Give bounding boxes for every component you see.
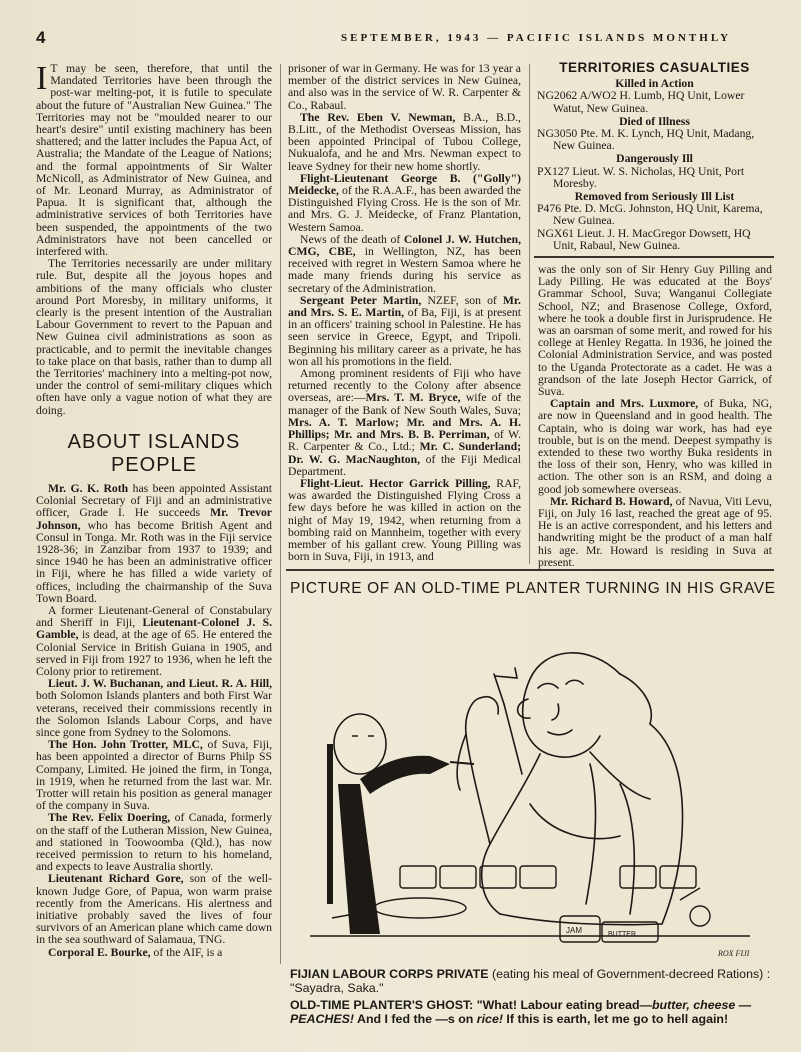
caption-text: "What! Labour eating bread— — [473, 998, 652, 1012]
person-name: Mr. G. K. Roth — [48, 481, 129, 495]
item-pilling — [288, 478, 521, 563]
casualties-title: TERRITORIES CASUALTIES — [559, 60, 750, 75]
item-text: in Wellington, NZ, has been received with regret in Western Samoa where he made many friends during his service as secretary of the Administration. — [288, 245, 522, 295]
cartoon-title: PICTURE OF AN OLD-TIME PLANTER TURNING IN HIS GRAVE — [290, 580, 776, 597]
item-bourke-continued: prisoner of war in Germany. He was for 13 year a member of the district services in New Guinea, and also was in the service of W. R. Carpenter & Co., Rabaul. — [288, 62, 521, 112]
person-name: Mr. Trevor Johnson, — [36, 506, 272, 532]
caption-text: If this is earth, let me go to hell again! — [502, 1012, 729, 1026]
caption-speaker: FIJIAN LABOUR CORPS PRIVATE — [290, 967, 489, 981]
column-1 — [36, 60, 272, 959]
caption-speaker: OLD-TIME PLANTER'S GHOST: — [290, 998, 474, 1012]
item-text: News of the death of — [300, 232, 404, 246]
private-arm — [360, 756, 450, 794]
drop-cap: I — [36, 60, 48, 97]
item-luxmore — [538, 398, 772, 496]
item-text: of the AIF, is a — [150, 945, 223, 959]
casualty-heading: Dangerously Ill — [616, 152, 693, 166]
casualty-entry: NG3050 Pte. M. K. Lynch, HQ Unit, Madang, New Guinea. — [537, 127, 755, 153]
item-returned-residents — [288, 368, 521, 478]
item-text: of Buka, NG, are now in Queensland and in good health. The Captain, who is doing war work, has had eye trouble, but is on the mend. Deepest sympathy is extended to these two worthy Buka residents in the loss of their son, Henry, who was killed in action. The other son is an RSM, and doing a good job somewhere overseas. — [538, 397, 772, 496]
food-tin — [480, 866, 516, 888]
item-text: is dead, at the age of 65. He entered the Colonial Service in British Guiana in 1905, and served in Fiji from 1927 to 1936, when he left the Colony prior to retirement. — [36, 628, 272, 678]
person-name: The Rev. Felix Doering, — [48, 811, 171, 825]
item-text: RAF, was awarded the Distinguished Flying Cross a few days before he was killed in action on the night of May 19, 1942, when returning from a bombing raid on Mannheim, together with every member of his gallant crew. Young Pilling was born in Suva, Fiji, in 1913, and — [288, 476, 521, 564]
item-text: NZEF, son of — [421, 293, 503, 307]
column-2 — [288, 63, 521, 563]
caption-text: (eating his meal of Government-decreed Rations) : "Sayadra, Saka." — [290, 967, 771, 995]
column-divider-1 — [280, 64, 281, 964]
person-name: Sergeant Peter Martin, — [300, 293, 422, 307]
food-tin — [620, 866, 656, 888]
artist-signature: ROX FIJI — [718, 949, 750, 958]
cartoon-top-rule — [286, 569, 774, 571]
item-text: of the Fiji Medical Department. — [288, 452, 521, 478]
item-text: B.A., B.D., B.Litt., of the Methodist Overseas Mission, has been appointed Principal of Tubou College, Nukualofa, and he and Mrs. Newman expect to leave Sydney for their new home shortly. — [288, 110, 521, 173]
column-3 — [538, 264, 772, 569]
item-gamble — [36, 605, 272, 678]
item-text: of Ba, Fiji, is at present in an officers' training school in Palestine. He has seen service in Greece, Egypt, and Tripoli. Beginning his military career as a private, he has won all his promotions in the field. — [288, 306, 521, 368]
plate — [374, 898, 466, 918]
casualty-heading: Died of Illness — [619, 114, 690, 128]
item-text: of Canada, formerly on the staff of the Lutheran Mission, New Guinea, and stationed in Toowoomba (Qld.), has now received permission to return to his homeland, and expects to leave Australia shortly. — [36, 811, 272, 874]
person-name: Mrs. T. M. Bryce, — [365, 391, 461, 405]
item-doering — [36, 812, 272, 873]
person-name: Colonel J. W. Hutchen, CMG, CBE, — [288, 232, 521, 259]
casualty-entry: NGX61 Lieut. J. H. MacGregor Dowsett, HQ Unit, Rabaul, New Guinea. — [537, 226, 751, 252]
item-text: both Solomon Islands planters and both First War veterans, received their commissions recently in the Solomon Islands Labour Corps, and have since gone from Sydney to the Solomons. — [36, 689, 272, 739]
item-text: of the R.A.A.F., has been awarded the Distinguished Flying Cross. He is the son of Mr. and Mrs. G. J. Meidecke, of Franz Plantation, Western Samoa. — [288, 184, 521, 234]
item-buchanan-hill — [36, 678, 272, 739]
casualty-heading: Killed in Action — [615, 77, 694, 91]
page-header — [36, 28, 776, 50]
person-name: Flight-Lieutenant George B. ("Golly") Meidecke, — [288, 171, 521, 198]
item-text: Among prominent residents of Fiji who have returned recently to the Colony after absence overseas, are:— — [288, 367, 521, 405]
casualty-entry: PX127 Lieut. W. S. Nicholas, HQ Unit, Port Moresby. — [537, 164, 745, 190]
food-tin — [520, 866, 556, 888]
casualties-box-rule — [534, 256, 774, 258]
item-bourke — [36, 947, 272, 959]
jam-label: JAM — [566, 926, 582, 935]
person-name: Mr. C. Sunderland; Dr. W. G. MacNaughton, — [288, 440, 521, 466]
caption-private — [290, 967, 772, 995]
person-name: Mrs. A. T. Marlow; Mr. and Mrs. A. H. Phillips; Mr. and Mrs. B. B. Perriman, — [288, 415, 521, 442]
section-heading-line1: ABOUT ISLANDS — [67, 430, 241, 453]
item-text: has been appointed Assistant Colonial Secretary of Fiji and an administrative officer, Grade I. He succeeds — [36, 481, 272, 520]
item-text: son of the well-known Judge Gore, of Papua, won warm praise recently from the Americans. His alertness and initiative probably saved the lives of four survivors of an American plane which came down in the sea southward of Salamaua, TNG. — [36, 872, 272, 947]
caption-italic: rice! — [476, 1012, 503, 1026]
item-text: A former Lieutenant-General of Constabulary and Sheriff in Fiji, — [36, 603, 272, 630]
item-text: who has become British Agent and Consul in Tonga. Mr. Roth was in the Fiji service 1928-36; in Zanzibar from 1937 to 1939; and since 1940 he has been an administrative officer in Fiji, where he has filled a wide variety of offices, including the chairmanship of the Suva Town Board. — [36, 518, 272, 605]
person-name: Flight-Lieut. Hector Garrick Pilling, — [300, 476, 491, 490]
cartoon-caption — [290, 967, 772, 1029]
item-meidecke — [288, 173, 521, 234]
person-name: Captain and Mrs. Luxmore, — [550, 397, 699, 411]
item-howard — [538, 496, 772, 569]
casualties-box — [537, 62, 772, 252]
column-divider-2 — [529, 64, 530, 564]
item-text: of W. R. Carpenter & Co., Ltd.; — [288, 428, 521, 454]
private-head — [334, 714, 386, 774]
person-name: Mr. and Mrs. S. E. Martin, — [288, 293, 521, 320]
intro-paragraph-2: The Territories necessarily are under military rule. But, despite all the joyous hopes and ambitions of the many officials who cluster around Port Moresby, in military uniforms, it clearly is the present intention of the Australian Labour Government to revert to the Papuan and New Guinea civil administrations as soon as practicable, and to permit the inevitable changes to take place on that basis, rather than to dump all the Territories' machinery into a melting-pot now, under the control of semi-military cliques which often have only a vague notion of what they are doing. — [36, 257, 272, 417]
person-name: Lieut. J. W. Buchanan, and Lieut. R. A. Hill, — [48, 677, 272, 691]
person-name: The Hon. John Trotter, MLC, — [48, 738, 203, 752]
caption-text: And I fed the —s on — [354, 1012, 477, 1026]
food-tin — [400, 866, 436, 888]
section-heading-line2: PEOPLE — [110, 453, 198, 476]
person-name: Corporal E. Bourke, — [48, 945, 151, 959]
item-text: of Suva, Fiji, has been appointed a director of Burns Philp SS Company, Limited. He joined the firm, in Tonga, in 1919, when he returned from the last war. Mr. Trotter will retain his position as general manager of the company in Suva. — [36, 738, 272, 813]
food-tin — [440, 866, 476, 888]
caption-italic: butter, cheese —PEACHES! — [290, 998, 752, 1026]
cartoon-illustration — [290, 604, 770, 964]
item-trotter — [36, 739, 272, 812]
item-martin — [288, 295, 521, 368]
private-body — [338, 784, 380, 934]
item-pilling-continued: was the only son of Sir Henry Guy Pilling and Lady Pilling. He was educated at the Boys' Grammar School, Suva; Wanganui Collegiate School, NZ; and Brasenose College, Oxford, where he took a double first in Jurisprudence. He was an oarsman of some merit, and rowed for his college at Henley Regatta. In 1936, he joined the Colonial Administration Service, and was posted to the Uganda Protectorate as a cadet. He was a grandson of the late Joseph Hector Garrick, of Suva. — [538, 263, 772, 399]
intro-paragraph-1 — [36, 60, 272, 259]
casualty-heading: Removed from Seriously Ill List — [574, 190, 735, 204]
intro-text-1: T may be seen, therefore, that until the Mandated Territories have been through the post-war melting-pot, it is futile to speculate about the future of "Australian New Guinea." The Territories may not be "moulded nearer to our heart's desire" until existing machinery has been shattered; and the latter includes the Papua Act, of Australia; the Mandate of the League of Nations; and the formal appointments of Sir Walter McNicoll, as Administrator of New Guinea, and of Mr. Leonard Murray, as Administrator of Papua. It is significant that, although the administrative services of both Territories have been suspended, the appointments of the two Administrators have not been cancelled or interfered with. — [36, 62, 272, 259]
running-title: SEPTEMBER, 1943 — PACIFIC ISLANDS MONTHLY — [341, 32, 732, 44]
caption-ghost — [290, 998, 772, 1026]
item-text: wife of the manager of the Bank of New South Wales, Suva; — [288, 391, 522, 417]
section-heading — [36, 431, 272, 477]
person-name: Lieutenant Richard Gore, — [48, 872, 184, 886]
item-hutchen — [288, 234, 521, 295]
item-roth — [36, 483, 272, 605]
casualty-entry: P476 Pte. D. McG. Johnston, HQ Unit, Karema, New Guinea. — [537, 202, 763, 228]
butter-label: BUTTER — [608, 931, 636, 938]
casualty-entry: NG2062 A/WO2 H. Lumb, HQ Unit, Lower Watut, New Guinea. — [537, 89, 745, 115]
person-name: The Rev. Eben V. Newman, — [300, 110, 456, 124]
page-number: 4 — [36, 28, 46, 47]
item-gore — [36, 873, 272, 946]
item-text: of Navua, Viti Levu, Fiji, on July 16 last, reached the great age of 95. He is an active correspondent, and his letters and handwriting might be the product of a man half his age. Mr. Howard is residing in Suva at present. — [538, 494, 772, 569]
person-name: Mr. Richard B. Howard, — [550, 494, 673, 508]
ghost-planter — [457, 653, 682, 925]
item-newman — [288, 112, 521, 173]
person-name: Lieutenant-Colonel J. S. Gamble, — [36, 616, 272, 642]
can — [690, 906, 710, 926]
